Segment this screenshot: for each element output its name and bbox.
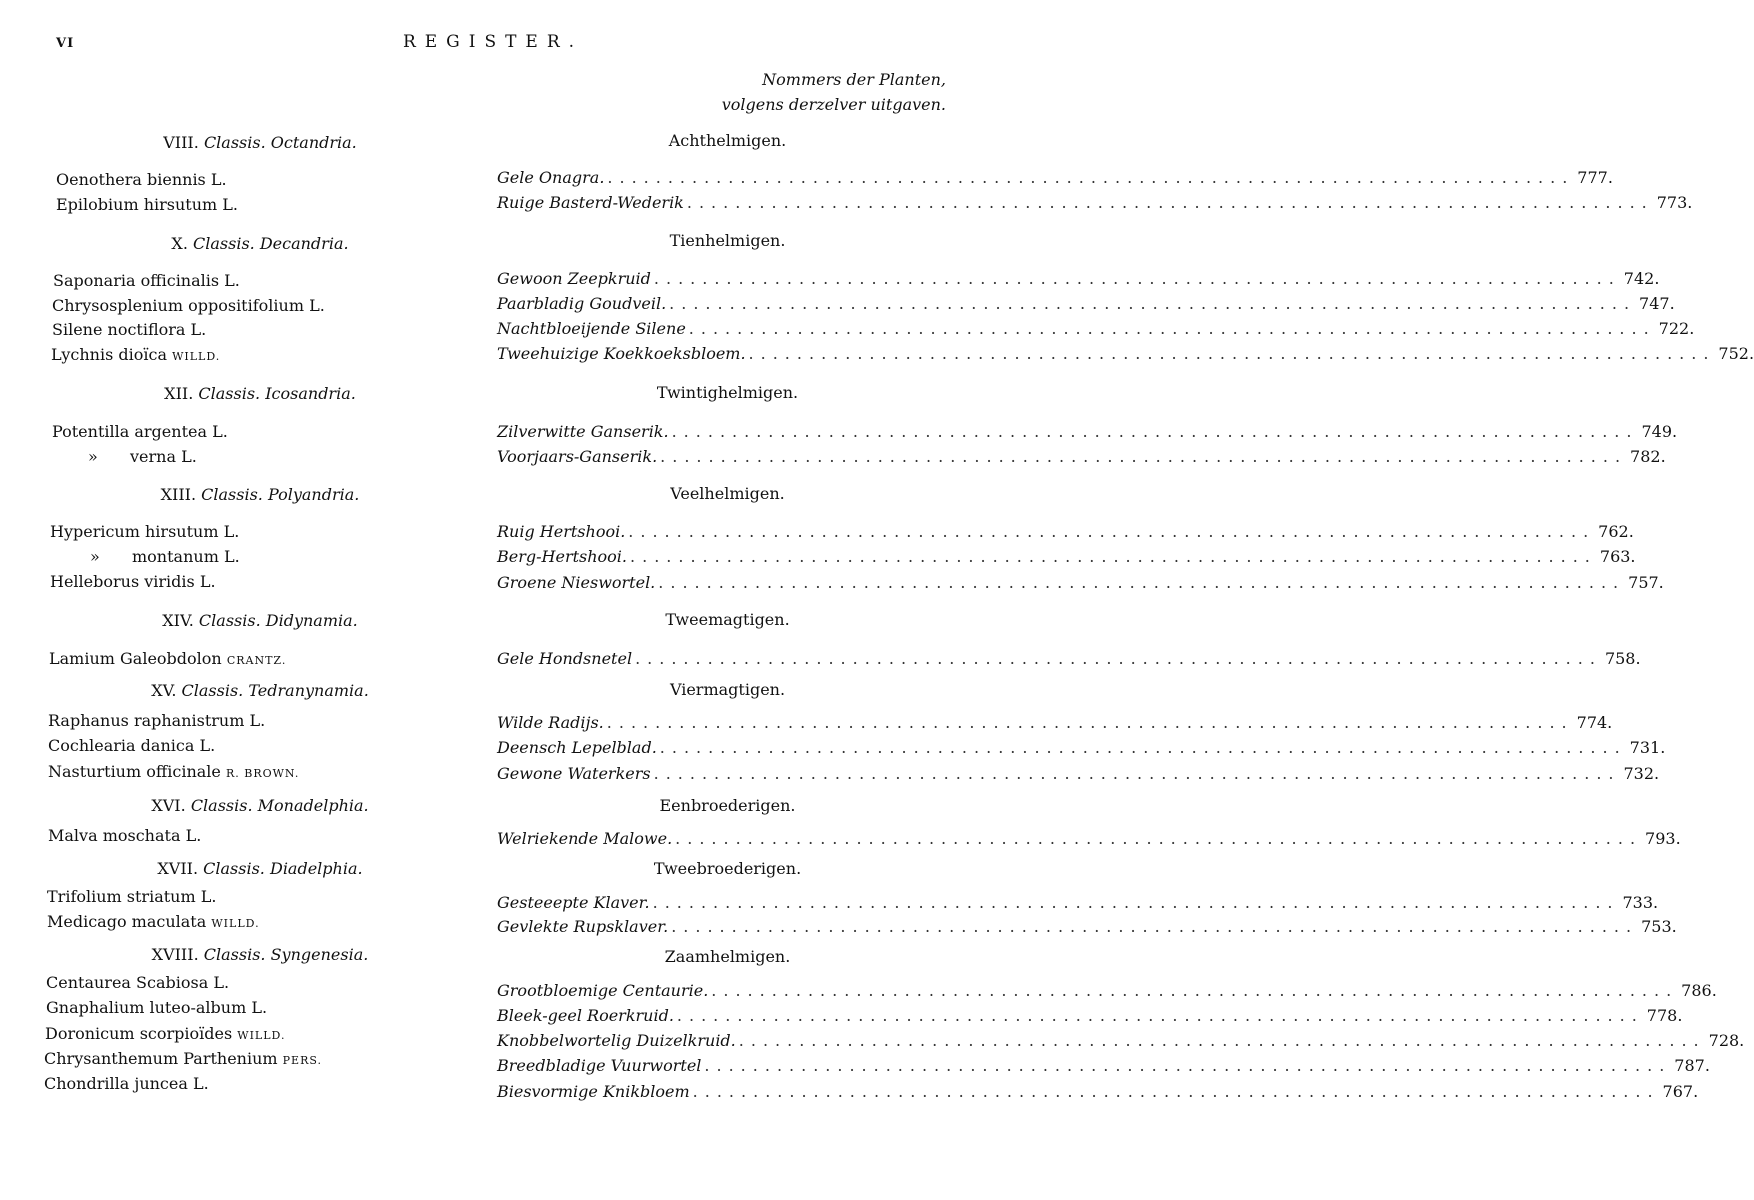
- ditto-mark: »: [88, 447, 98, 466]
- dutch-name: Tweehuizige Koekkoeksbloem.: [497, 344, 746, 363]
- species-latin: Malva moschata L.: [48, 826, 202, 845]
- dutch-name: Wilde Radijs.: [497, 713, 604, 732]
- dutch-name: Voorjaars-Ganserik.: [497, 447, 658, 466]
- register-entry: [497, 547, 1636, 566]
- dutch-name: Groene Nieswortel.: [497, 573, 656, 592]
- species-latin: Helleborus viridis L.: [50, 572, 216, 591]
- classis-label: Classis.: [203, 133, 266, 152]
- leader-dots: ................................................................................: [653, 269, 1621, 288]
- class-numeral: XVI.: [151, 796, 186, 815]
- plant-number: 722.: [1658, 319, 1695, 338]
- species-latin: Cochlearia danica L.: [48, 736, 216, 755]
- leader-dots: ................................................................................: [748, 344, 1716, 363]
- register-entry: [497, 447, 1666, 466]
- dutch-name: Biesvormige Knikbloem: [497, 1082, 690, 1101]
- register-entry: [497, 764, 1660, 783]
- dutch-name: Gewoon Zeepkruid: [497, 269, 651, 288]
- plant-number: 749.: [1641, 422, 1678, 441]
- plant-number: 752.: [1718, 344, 1754, 363]
- register-entry: [497, 893, 1659, 912]
- register-entry: [497, 649, 1641, 668]
- dutch-name: Gele Onagra.: [497, 168, 605, 187]
- class-name: Octandria.: [270, 133, 357, 152]
- class-heading: [60, 133, 460, 152]
- ditto-mark: »: [90, 547, 100, 566]
- dutch-name: Paarbladig Goudveil.: [497, 294, 667, 313]
- leader-dots: ................................................................................: [658, 573, 1626, 592]
- plant-number: 778.: [1646, 1006, 1683, 1025]
- register-entry: [497, 738, 1666, 757]
- species-latin: Doronicum scorpioïdes WILLD.: [45, 1024, 286, 1043]
- dutch-name: Gevlekte Rupsklaver.: [497, 917, 669, 936]
- family-heading: Tweemagtigen.: [665, 610, 790, 629]
- class-name: Syngenesia.: [270, 945, 369, 964]
- family-heading: Achthelmigen.: [668, 131, 787, 150]
- plant-number: 777.: [1577, 168, 1613, 187]
- classis-label: Classis.: [203, 859, 265, 878]
- species-latin: » verna L.: [88, 447, 197, 466]
- leader-dots: ................................................................................: [704, 1056, 1672, 1075]
- leader-dots: ................................................................................: [671, 422, 1639, 441]
- leader-dots: ................................................................................: [653, 764, 1621, 783]
- plant-number: 731.: [1629, 738, 1666, 757]
- class-name: Monadelphia.: [257, 796, 369, 815]
- plant-number: 793.: [1645, 829, 1681, 848]
- leader-dots: ................................................................................: [659, 738, 1627, 757]
- author-abbrev: R. BROWN.: [225, 767, 300, 780]
- species-latin: Epilobium hirsutum L.: [56, 195, 238, 214]
- dutch-name: Gesteeepte Klaver.: [497, 893, 650, 912]
- leader-dots: ................................................................................: [676, 1006, 1644, 1025]
- family-heading: Twintighelmigen.: [656, 383, 799, 402]
- page-number: VI: [56, 36, 75, 51]
- leader-dots: ................................................................................: [671, 917, 1639, 936]
- author-abbrev: WILLD.: [172, 350, 221, 363]
- classis-label: Classis.: [198, 611, 261, 630]
- register-entry: [497, 1056, 1710, 1075]
- class-numeral: X.: [171, 234, 188, 253]
- class-numeral: XIV.: [162, 611, 194, 630]
- leader-dots: ................................................................................: [688, 319, 1656, 338]
- register-entry: [497, 1082, 1699, 1101]
- species-latin: » montanum L.: [90, 547, 240, 566]
- species-latin: Lamium Galeobdolon CRANTZ.: [49, 649, 287, 668]
- class-name: Icosandria.: [265, 384, 356, 403]
- class-heading: [60, 611, 460, 630]
- family-heading: Veelhelmigen.: [670, 484, 785, 503]
- species-latin: Trifolium striatum L.: [47, 887, 217, 906]
- class-heading: [60, 234, 460, 253]
- family-heading: Tienhelmigen.: [669, 231, 786, 250]
- register-entry: [497, 422, 1678, 441]
- plant-number: 767.: [1662, 1082, 1699, 1101]
- leader-dots: ................................................................................: [606, 713, 1574, 732]
- classis-label: Classis.: [190, 796, 253, 815]
- register-entry: [497, 1031, 1745, 1050]
- family-heading: Tweebroederigen.: [653, 859, 802, 878]
- leader-dots: ................................................................................: [635, 649, 1602, 668]
- plant-number: 728.: [1708, 1031, 1745, 1050]
- classis-label: Classis.: [181, 681, 244, 700]
- register-entry: [497, 294, 1675, 313]
- dutch-name: Welriekende Malowe.: [497, 829, 673, 848]
- leader-dots: ................................................................................: [628, 522, 1596, 541]
- species-latin: Nasturtium officinale R. BROWN.: [48, 762, 300, 781]
- register-entry: [497, 981, 1717, 1000]
- class-name: Decandria.: [259, 234, 349, 253]
- register-entry: [497, 713, 1613, 732]
- class-heading: [60, 859, 460, 878]
- class-heading: [60, 945, 460, 964]
- dutch-name: Zilverwitte Ganserik.: [497, 422, 669, 441]
- register-entry: [497, 522, 1634, 541]
- plant-number: 773.: [1656, 193, 1693, 212]
- register-entry: [497, 168, 1613, 187]
- page-title: REGISTER.: [402, 32, 584, 52]
- plant-number: 787.: [1674, 1056, 1710, 1075]
- family-heading: Zaamhelmigen.: [664, 947, 791, 966]
- column-note-line-1: Nommers der Planten,: [762, 70, 946, 89]
- plant-number: 758.: [1604, 649, 1641, 668]
- register-entry: [497, 1006, 1683, 1025]
- register-entry: [497, 319, 1695, 338]
- dutch-name: Ruig Hertshooi.: [497, 522, 626, 541]
- classis-label: Classis.: [198, 384, 261, 403]
- leader-dots: ................................................................................: [652, 893, 1620, 912]
- species-latin: Potentilla argentea L.: [52, 422, 228, 441]
- dutch-name: Berg-Hertshooi.: [497, 547, 628, 566]
- plant-number: 786.: [1681, 981, 1717, 1000]
- class-heading: [60, 796, 460, 815]
- class-numeral: XVII.: [157, 859, 199, 878]
- species-latin: Medicago maculata WILLD.: [47, 912, 260, 931]
- dutch-name: Ruige Basterd-Wederik: [497, 193, 684, 212]
- dutch-name: Gewone Waterkers: [497, 764, 651, 783]
- classis-label: Classis.: [193, 234, 255, 253]
- plant-number: 774.: [1576, 713, 1613, 732]
- class-numeral: XVIII.: [151, 945, 199, 964]
- class-heading: [60, 681, 460, 700]
- register-entry: [497, 344, 1754, 363]
- plant-number: 763.: [1599, 547, 1636, 566]
- species-latin: Centaurea Scabiosa L.: [46, 973, 230, 992]
- leader-dots: ................................................................................: [607, 168, 1575, 187]
- species-latin: Chrysanthemum Parthenium PERS.: [44, 1049, 323, 1068]
- author-abbrev: CRANTZ.: [226, 654, 287, 667]
- leader-dots: ................................................................................: [675, 829, 1643, 848]
- class-name: Tedranynamia.: [248, 681, 369, 700]
- leader-dots: ................................................................................: [692, 1082, 1660, 1101]
- species-latin: Saponaria officinalis L.: [53, 271, 240, 290]
- author-abbrev: WILLD.: [237, 1029, 286, 1042]
- plant-number: 757.: [1628, 573, 1664, 592]
- dutch-name: Bleek-geel Roerkruid.: [497, 1006, 674, 1025]
- class-numeral: XIII.: [160, 485, 197, 504]
- register-entry: [497, 829, 1681, 848]
- leader-dots: ................................................................................: [669, 294, 1637, 313]
- species-latin: Gnaphalium luteo-album L.: [46, 998, 268, 1017]
- plant-number: 753.: [1641, 917, 1677, 936]
- class-name: Polyandria.: [267, 485, 360, 504]
- classis-label: Classis.: [203, 945, 266, 964]
- dutch-name: Deensch Lepelblad.: [497, 738, 657, 757]
- leader-dots: ................................................................................: [686, 193, 1654, 212]
- leader-dots: ................................................................................: [711, 981, 1679, 1000]
- species-latin: Chondrilla juncea L.: [44, 1074, 209, 1093]
- class-name: Diadelphia.: [269, 859, 363, 878]
- dutch-name: Gele Hondsnetel: [497, 649, 633, 668]
- class-name: Didynamia.: [265, 611, 358, 630]
- leader-dots: ................................................................................: [630, 547, 1597, 566]
- plant-number: 733.: [1622, 893, 1659, 912]
- species-latin: Silene noctiflora L.: [52, 320, 207, 339]
- register-entry: [497, 573, 1664, 592]
- class-numeral: XII.: [164, 384, 194, 403]
- class-numeral: VIII.: [163, 133, 199, 152]
- plant-number: 782.: [1630, 447, 1666, 466]
- family-heading: Eenbroederigen.: [659, 796, 796, 815]
- species-latin: Hypericum hirsutum L.: [50, 522, 240, 541]
- species-latin: Oenothera biennis L.: [56, 170, 227, 189]
- plant-number: 762.: [1598, 522, 1634, 541]
- leader-dots: ................................................................................: [660, 447, 1628, 466]
- register-entry: [497, 269, 1660, 288]
- leader-dots: ................................................................................: [738, 1031, 1706, 1050]
- species-latin: Raphanus raphanistrum L.: [48, 711, 266, 730]
- class-heading: [60, 384, 460, 403]
- plant-number: 732.: [1623, 764, 1660, 783]
- family-heading: Viermagtigen.: [669, 680, 786, 699]
- classis-label: Classis.: [201, 485, 263, 504]
- author-abbrev: PERS.: [282, 1054, 323, 1067]
- plant-number: 742.: [1623, 269, 1660, 288]
- column-note-line-2: volgens derzelver uitgaven.: [721, 95, 946, 114]
- dutch-name: Grootbloemige Centaurie.: [497, 981, 709, 1000]
- dutch-name: Breedbladige Vuurwortel: [497, 1056, 702, 1075]
- register-entry: [497, 917, 1677, 936]
- plant-number: 747.: [1639, 294, 1675, 313]
- dutch-name: Nachtbloeijende Silene: [497, 319, 686, 338]
- register-entry: [497, 193, 1693, 212]
- species-latin: Lychnis dioïca WILLD.: [51, 345, 221, 364]
- class-numeral: XV.: [151, 681, 177, 700]
- dutch-name: Knobbelwortelig Duizelkruid.: [497, 1031, 736, 1050]
- species-latin: Chrysosplenium oppositifolium L.: [52, 296, 325, 315]
- class-heading: [60, 485, 460, 504]
- author-abbrev: WILLD.: [211, 917, 260, 930]
